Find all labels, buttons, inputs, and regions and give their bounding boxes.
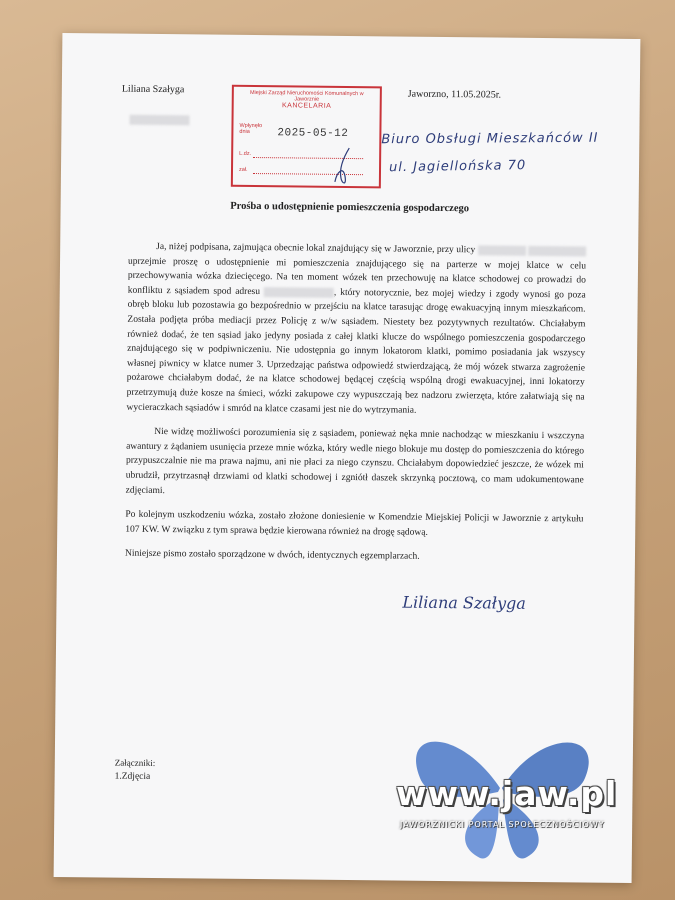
sender-address-redacted (129, 114, 189, 126)
redaction-block (129, 115, 189, 126)
stamp-department: KANCELARIA (281, 102, 332, 110)
paragraph-1-part-b: uprzejmie proszę o udostępnienie mi pomieszczenia znajdującego się na parterze w mojej klatce w celu przechowywania wózka dziecięcego. Na ten moment wózek ten przechowuję na klatce schodowej co prowadzi do konfliktu z sąsiadem spod adresu (127, 256, 587, 297)
paragraph-1-part-c: , który notorycznie, bez mojej wiedzy i zgody wynosi go poza obręb bloku lub pozostawia go bezpośrednio w przejściu na klatce tarasując drogę ewakuacyjną innym mieszkańcom. Została podjęta próba mediacji przez Policję z w/w sąsiadem. Niestety bez pozytywnych rezultatów. Chciałabym również dodać, że ten sąsiad jako jedyny posiada z całej klatki klucze do wspólnego pomieszczenia gospodarczego znajdującego się w podpiwniczeniu. Nie udostępnia go innym lokatorom klatki, pomimo posiadania jak wszyscy własnej piwnicy w klatce numer 3. Uprzedzając państwa odpowiedź stwierdzającą, że mój wózek stwarza zagrożenie pożarowe chciałabym dodać, że na klatce schodowej będącej częścią wspólną drogi ewakuacyjnej, inni lokatorzy przetrzymują duże kosze na śmieci, wózki zakupowe czy wypuszczają bez nadzoru zwierzęta, które załatwiają się na wycieraczkach sąsiadów i smród na klatce czasami jest nie do wytrzymania. (126, 287, 586, 416)
paragraph-1 (126, 240, 586, 420)
redaction-block (478, 245, 526, 256)
stamp-zal-label: zał. (238, 166, 248, 173)
stamp-initials-scribble (329, 146, 359, 190)
watermark-url: www.jaw.pl (396, 774, 618, 813)
stamp-received-label: Wpłynęło dnia (239, 122, 263, 135)
paragraph-4: Niniejsze pismo zostało sporządzone w dwóch, identycznych egzemplarzach. (124, 548, 420, 563)
stamp-received-date: 2025-05-12 (277, 127, 349, 140)
attachments-label: Załączniki: (114, 757, 156, 769)
site-watermark (380, 718, 670, 868)
place-date: Jaworzno, 11.05.2025r. (407, 88, 502, 101)
sender-name: Liliana Szałyga (121, 83, 185, 96)
paragraph-3: Po kolejnym uszkodzeniu wózka, zostało złożone doniesienie w Komendzie Miejskiej Policji w Jaworznie z artykułu 107 KW. W związku z tym sprawa będzie kierowana również na drogę sądową. (125, 509, 584, 538)
stamp-organization: Miejski Zarząd Nieruchomości Komunalnych w Jaworznie (249, 89, 364, 103)
letter-title: Prośba o udostępnienie pomieszczenia gospodarczego (230, 200, 470, 215)
handwritten-signature: Liliana Szałyga (402, 592, 526, 613)
redaction-block (264, 287, 334, 298)
handwritten-address-line2: ul. Jagiellońska 70 (388, 158, 527, 176)
stamp-ldz-label: L.dz. (239, 150, 252, 157)
watermark-tagline: JAWORZNICKI PORTAL SPOŁECZNOŚCIOWY (400, 820, 605, 829)
paragraph-1-part-a: Ja, niżej podpisana, zajmująca obecnie lokal znajdujący się w Jaworznie, przy ulicy (156, 241, 476, 256)
redaction-block (528, 246, 586, 257)
paragraph-2: Nie widzę możliwości porozumienia się z sąsiadem, ponieważ nęka mnie nachodząc w mieszkaniu i wszczyna awantury z żądaniem usunięcia przeze mnie wózka, który wedle niego blokuje mu dostęp do pomieszczenia do którego przypuszczalnie nie ma prawa najmu, ani nie płaci za niego czynszu. Chciałabym dopowiedzieć jeszcze, że wózek mi ubrudził, przytrzasnął drzwiami od klatki schodowej i zgniótł daszek skrzynką pocztową, co mam udokumentowane zdjęciami. (125, 427, 585, 496)
handwritten-address-line1: Biuro Obsługi Mieszkańców II (381, 130, 599, 148)
attachment-item: 1.Zdjęcia (114, 771, 151, 782)
attachments (115, 756, 156, 784)
registry-stamp (231, 85, 382, 189)
letter-body (125, 240, 586, 577)
